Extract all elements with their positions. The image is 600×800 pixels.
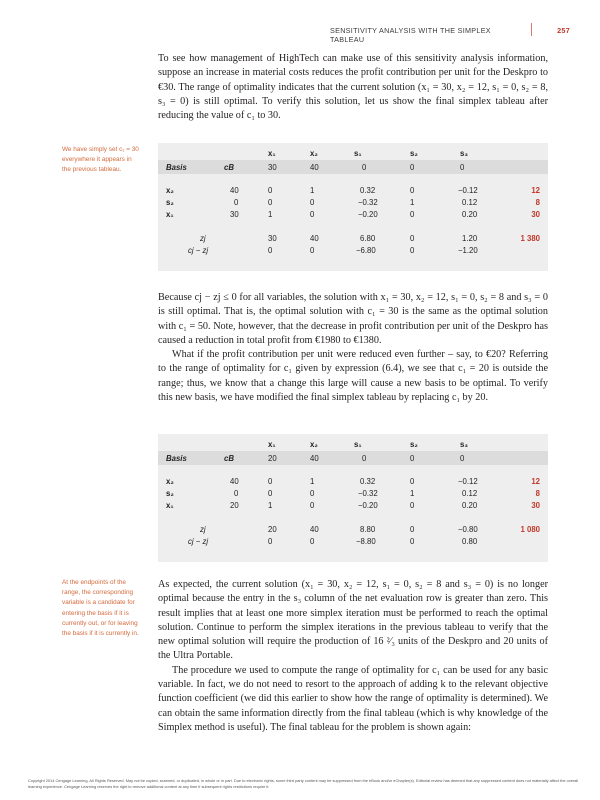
discussion-paragraphs — [158, 291, 548, 405]
cj-zj-value: −8.80 — [356, 537, 376, 546]
cj-value: 0 — [460, 163, 465, 172]
zj-total: 1 380 — [520, 234, 540, 243]
col-header: x₂ — [310, 440, 318, 449]
cb-value: 0 — [234, 198, 239, 207]
cb-label: cB — [224, 454, 234, 463]
zj-value: 8.80 — [360, 525, 376, 534]
running-header-title: SENSITIVITY ANALYSIS WITH THE SIMPLEX TABLEAU — [330, 26, 491, 44]
rhs-value: 30 — [531, 210, 540, 219]
col-header: x₁ — [268, 440, 276, 449]
cj-value: 40 — [310, 163, 319, 172]
zj-value: 40 — [310, 525, 319, 534]
basis-label: Basis — [166, 163, 187, 172]
page-number: 257 — [557, 26, 570, 35]
zj-label: zj — [200, 525, 206, 534]
cell: 1 — [310, 186, 315, 195]
cell: 0.12 — [462, 489, 478, 498]
running-header — [330, 26, 570, 44]
col-header: s₂ — [410, 149, 418, 158]
col-header: x₂ — [310, 149, 318, 158]
cj-zj-value: 0 — [410, 537, 415, 546]
zj-value: 6.80 — [360, 234, 376, 243]
cj-zj-value: −6.80 — [356, 246, 376, 255]
zj-value: −0.80 — [458, 525, 478, 534]
cell: 0 — [268, 186, 273, 195]
rhs-value: 30 — [531, 501, 540, 510]
cj-zj-label: cj − zj — [188, 537, 209, 546]
cell: −0.20 — [358, 501, 378, 510]
col-header: s₃ — [460, 440, 468, 449]
paragraph-text: Because cj − zj ≤ 0 for all variables, the solution with x₁ = 30, x₂ = 12, s₁ = 0, s₂ = 8 and s₃ = 0 is still optimal. That is, the optimal solution with c₁ = 30 is the same as the optimal solution with c₁ = 50. Note, however, that the decrease in profit contribution per unit of the Deskpro has caused a reduction in total profit from €1980 to €1380. — [158, 292, 548, 346]
basis-label: Basis — [166, 454, 187, 463]
cj-value: 30 — [268, 163, 277, 172]
zj-value: 40 — [310, 234, 319, 243]
cell: 0 — [268, 477, 273, 486]
cell: 0 — [268, 198, 273, 207]
cell: 0.20 — [462, 501, 478, 510]
col-header: s₂ — [410, 440, 418, 449]
cell: −0.32 — [358, 489, 378, 498]
cb-value: 30 — [230, 210, 239, 219]
col-header: x₁ — [268, 149, 276, 158]
cell: −0.12 — [458, 186, 478, 195]
cell: 0 — [310, 489, 315, 498]
cell: −0.32 — [358, 198, 378, 207]
cj-zj-value: 0.80 — [462, 537, 478, 546]
tableau-cj-row-band — [158, 451, 548, 465]
cj-value: 0 — [362, 454, 367, 463]
zj-value: 1.20 — [462, 234, 478, 243]
cell: 0.20 — [462, 210, 478, 219]
col-header: s₁ — [354, 440, 362, 449]
cj-value: 40 — [310, 454, 319, 463]
rhs-value: 12 — [531, 477, 540, 486]
cell: 0 — [310, 210, 315, 219]
closing-paragraphs — [158, 578, 548, 735]
intro-paragraph — [158, 52, 548, 123]
margin-note-1: We have simply set c₁ = 30 everywhere it appears in the previous tableau. — [62, 146, 139, 174]
cell: 0 — [410, 477, 415, 486]
basis-var: x₂ — [166, 477, 174, 486]
cj-value: 20 — [268, 454, 277, 463]
cj-zj-value: 0 — [268, 246, 273, 255]
basis-var: s₂ — [166, 198, 174, 207]
cj-zj-label: cj − zj — [188, 246, 209, 255]
cell: 0 — [410, 186, 415, 195]
rhs-value: 12 — [531, 186, 540, 195]
cell: 0 — [310, 501, 315, 510]
tableau-cj-row-band — [158, 160, 548, 174]
cj-zj-value: 0 — [310, 246, 315, 255]
paragraph-text: The procedure we used to compute the range of optimality for c₁ can be used for any basic variable. In fact, we do not need to resort to the approach of adding k to the relevant objective function coefficient (we did this earlier to show how the range of optimality is determined). We can obtain the same information directly from the final tableau (which is why knowledge of the Simplex method is useful). The final tableau for the problem is shown again: — [158, 664, 548, 733]
paragraph-text: To see how management of HighTech can make use of this sensitivity analysis information, suppose an increase in material costs reduces the profit contribution per unit for the Deskpro to €30. The range of optimality indicates that the current solution (x₁ = 30, x₂ = 12, s₁ = 0, s₂ = 8, s₃ = 0) is still optimal. To verify this solution, let us show the final simplex tableau after reducing the value of c₁ to 30. — [158, 53, 548, 122]
rhs-value: 8 — [535, 489, 540, 498]
cell: −0.20 — [358, 210, 378, 219]
cell: −0.12 — [458, 477, 478, 486]
cell: 0 — [268, 489, 273, 498]
simplex-tableau-2 — [158, 434, 548, 562]
cb-value: 20 — [230, 501, 239, 510]
paragraph-text: What if the profit contribution per unit were reduced even further – say, to €20? Referring to the range of optimality for c₁ given by expression (6.4), we see that c₁ = 20 is outside the range; thus, we know that a change this large will cause a new basis to be optimal. To verify this new basis, we have modified the final simplex tableau by replacing c₁ by 20. — [158, 349, 548, 404]
cj-value: 0 — [410, 163, 415, 172]
cell: 0.12 — [462, 198, 478, 207]
cell: 0.32 — [360, 477, 376, 486]
cj-value: 0 — [460, 454, 465, 463]
paragraph-text: As expected, the current solution (x₁ = 30, x₂ = 12, s₁ = 0, s₂ = 8 and s₃ = 0) is no longer optimal because the entry in the s₃ column of the net evaluation row is greater than zero. This result implies that at least one more simplex iteration must be performed to reach the optimal solution. Continue to perform the simplex iterations in the previous tableau to verify that the new optimal solution will require the production of 16 ²⁄₃ units of the Deskpro and 20 units of the Ultra Portable. — [158, 579, 548, 662]
cj-zj-value: 0 — [310, 537, 315, 546]
header-divider — [531, 23, 532, 36]
cb-label: cB — [224, 163, 234, 172]
cj-zj-value: 0 — [268, 537, 273, 546]
cj-zj-value: 0 — [410, 246, 415, 255]
zj-value: 0 — [410, 234, 415, 243]
simplex-tableau-1 — [158, 143, 548, 271]
cb-value: 40 — [230, 186, 239, 195]
cell: 0 — [310, 198, 315, 207]
cj-value: 0 — [362, 163, 367, 172]
cell: 1 — [410, 489, 415, 498]
zj-total: 1 080 — [520, 525, 540, 534]
copyright-footer: Copyright 2014 Cengage Learning. All Rights Reserved. May not be copied, scanned, or duplicated, in whole or in part. Due to electronic rights, some third party content may be suppressed from the eBook and/or eChapter(s). Editorial review has deemed that any suppressed content does not materially affect the overall learning experience. Cengage Learning reserves the right to remove additional content at any time if subsequent rights restrictions require it. — [28, 778, 579, 789]
zj-value: 20 — [268, 525, 277, 534]
cell: 0 — [410, 210, 415, 219]
basis-var: x₂ — [166, 186, 174, 195]
zj-value: 30 — [268, 234, 277, 243]
cb-value: 0 — [234, 489, 239, 498]
basis-var: s₂ — [166, 489, 174, 498]
cb-value: 40 — [230, 477, 239, 486]
zj-label: zj — [200, 234, 206, 243]
cell: 0 — [410, 501, 415, 510]
cj-value: 0 — [410, 454, 415, 463]
margin-note-2: At the endpoints of the range, the corresponding variable is a candidate for entering the basis if it is currently out, or for leaving the basis if it is currently in. — [62, 579, 139, 638]
basis-var: x₁ — [166, 210, 174, 219]
cell: 1 — [268, 210, 273, 219]
cj-zj-value: −1.20 — [458, 246, 478, 255]
cell: 1 — [268, 501, 273, 510]
col-header: s₁ — [354, 149, 362, 158]
cell: 1 — [410, 198, 415, 207]
zj-value: 0 — [410, 525, 415, 534]
col-header: s₃ — [460, 149, 468, 158]
cell: 1 — [310, 477, 315, 486]
rhs-value: 8 — [535, 198, 540, 207]
basis-var: x₁ — [166, 501, 174, 510]
cell: 0.32 — [360, 186, 376, 195]
